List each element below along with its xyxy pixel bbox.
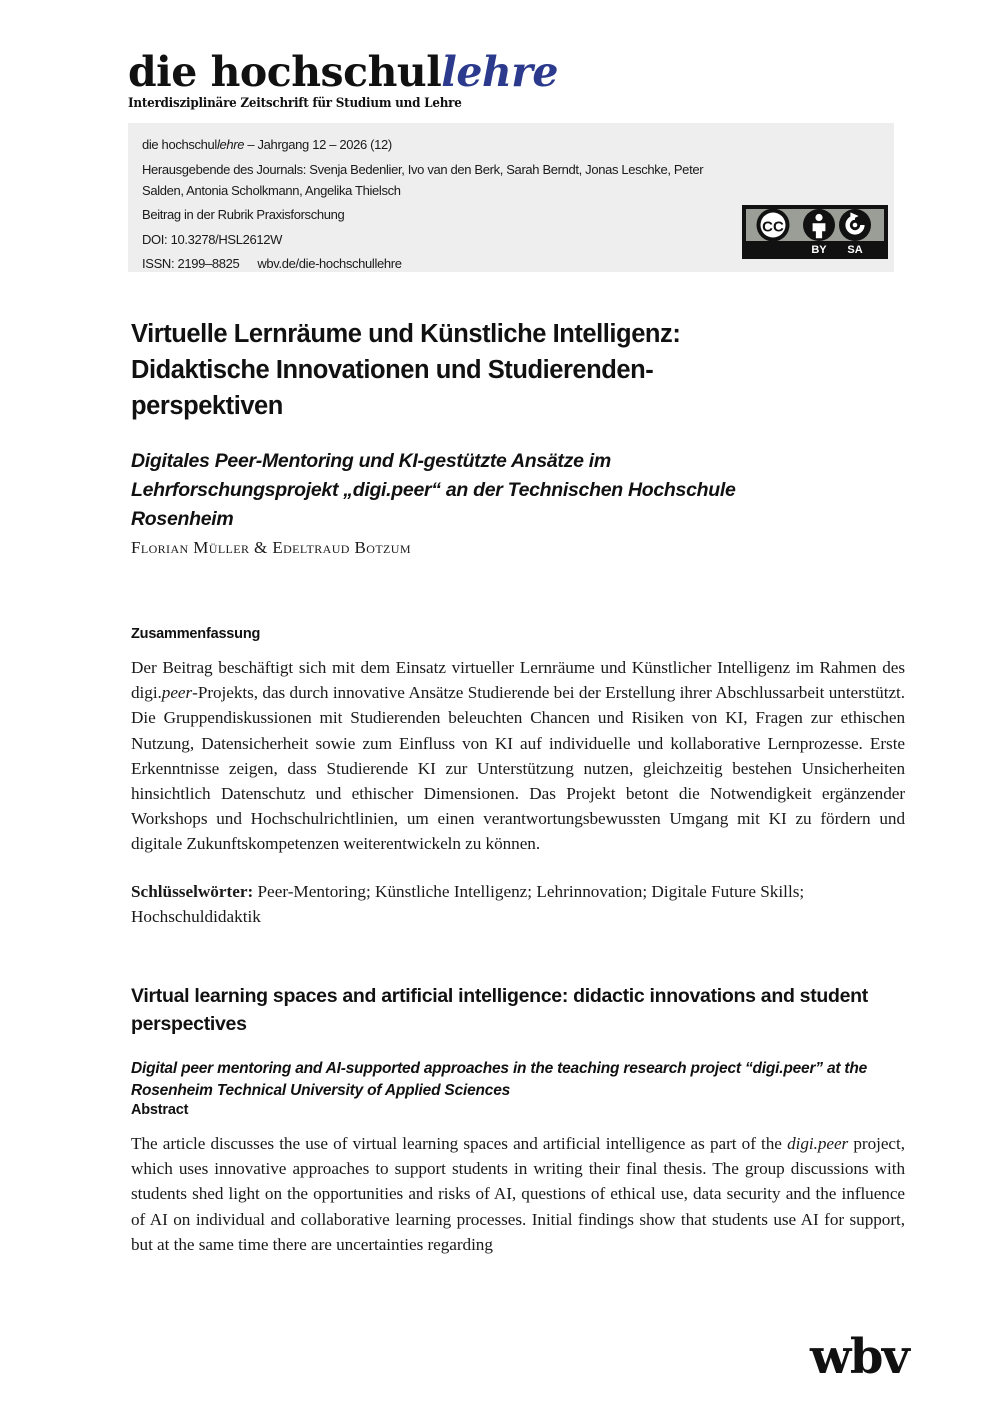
svg-text:SA: SA [847, 244, 863, 256]
zusammenfassung-body [131, 655, 905, 857]
journal-metadata-lines [142, 134, 742, 274]
abstract-text-part-2: project, which uses innovative approaches to support students in writing their final thesis. The group discussions with students shed light on the opportunities and risks of AI, questions of ethical use, data security and the influence of AI on individual and collaborative learning processes. Initial findings show that students use AI for support, but at the same time there are uncertainties regarding [131, 1134, 905, 1254]
metadata-issn: ISSN: 2199–8825 [142, 256, 240, 272]
journal-tagline: Interdisziplinäre Zeitschrift für Studium und Lehre [128, 94, 462, 110]
metadata-issn-row [142, 253, 742, 274]
metadata-editors-names: Svenja Bedenlier, Ivo van den Berk, Sarah Berndt, Jonas Leschke, Peter Salden, Antonia Scholkmann, Angelika Thielsch [142, 161, 704, 198]
keywords-german [131, 879, 905, 929]
article-authors: Florian Müller & Edeltraud Botzum [131, 538, 411, 557]
zusammenfassung-text-part-1: Der Beitrag beschäftigt sich mit dem Einsatz virtueller Lernräume und Künstlicher Intelligenz im Rahmen des digi. [131, 658, 905, 703]
metadata-editors-label: Herausgebende des Journals: [142, 161, 306, 177]
zusammenfassung-heading: Zusammenfassung [131, 626, 261, 642]
abstract-emphasis-digipeer: digi.peer [787, 1134, 849, 1153]
article-subtitle-english: Digital peer mentoring and AI-supported approaches in the teaching research project “digi.peer” at the Rosenheim Technical University of Applied Sciences [131, 1059, 868, 1099]
journal-logo-plain: die hochschul [128, 48, 442, 96]
article-title-english: Virtual learning spaces and artificial intelligence: didactic innovations and student perspectives [131, 985, 868, 1036]
metadata-rubric-row: Beitrag in der Rubrik Praxisforschung [142, 207, 345, 223]
article-title-german: Virtuelle Lernräume und Künstliche Intelligenz: Didaktische Innovationen und Studierenden-perspektiven [131, 320, 681, 421]
journal-logo-wordmark [128, 48, 588, 96]
article-subtitle-german: Digitales Peer-Mentoring und KI-gestützte Ansätze im Lehrforschungsprojekt „digi.peer“ an der Technischen Hochschule Rosenheim [131, 450, 736, 530]
metadata-volume: – Jahrgang 12 – 2026 (12) [244, 137, 392, 152]
metadata-doi-row: DOI: 10.3278/HSL2612W [142, 231, 283, 247]
journal-logo-accent: lehre [441, 48, 558, 96]
abstract-body [131, 1131, 905, 1257]
creative-commons-by-sa-badge[interactable] [742, 205, 888, 259]
svg-text:CC: CC [762, 218, 784, 236]
journal-metadata-panel [128, 123, 894, 272]
metadata-editors-row [142, 159, 742, 201]
metadata-journal-accent: lehre [216, 137, 245, 152]
abstract-heading: Abstract [131, 1102, 189, 1118]
metadata-volume-row [142, 134, 742, 155]
metadata-url[interactable]: wbv.de/die-hochschullehre [257, 256, 402, 272]
cc-by-sa-icon [742, 205, 888, 259]
metadata-journal-prefix: die hochschul [142, 137, 217, 152]
journal-masthead [128, 48, 588, 110]
publisher-logo-wbv: wbv [810, 1329, 909, 1385]
zusammenfassung-emphasis-peer: peer [161, 683, 193, 703]
zusammenfassung-text-part-2: -Projekts, das durch innovative Ansätze Studierende bei der Erstellung ihrer Abschlussarbeit unterstützt. Die Gruppendiskussionen mit Studierenden beleuchten Chancen und Risiken von KI, Fragen zur ethischen Nutzung, Datensicherheit sowie zum Einfluss von KI auf individuelle und kollaborative Lernprozesse. Erste Erkenntnisse zeigen, dass Studierende KI zur Unterstützung nutzen, gleichzeitig bestehen Unsicherheiten hinsichtlich Datenschutz und ethischer Dimensionen. Das Projekt betont die Notwendigkeit ergänzender Workshops und Hochschulrichtlinien, um einen verantwortungsbewussten Umgang mit KI zu fördern und digitale Zukunftskompetenzen weiterentwickeln zu können. [131, 683, 905, 854]
abstract-text-part-1: The article discusses the use of virtual learning spaces and artificial intelligence as part of the [131, 1134, 788, 1153]
keywords-list: Peer-Mentoring; Künstliche Intelligenz; Lehrinnovation; Digitale Future Skills; Hochschuldidaktik [131, 882, 805, 927]
keywords-label: Schlüsselwörter: [131, 882, 254, 901]
svg-text:BY: BY [811, 244, 827, 256]
